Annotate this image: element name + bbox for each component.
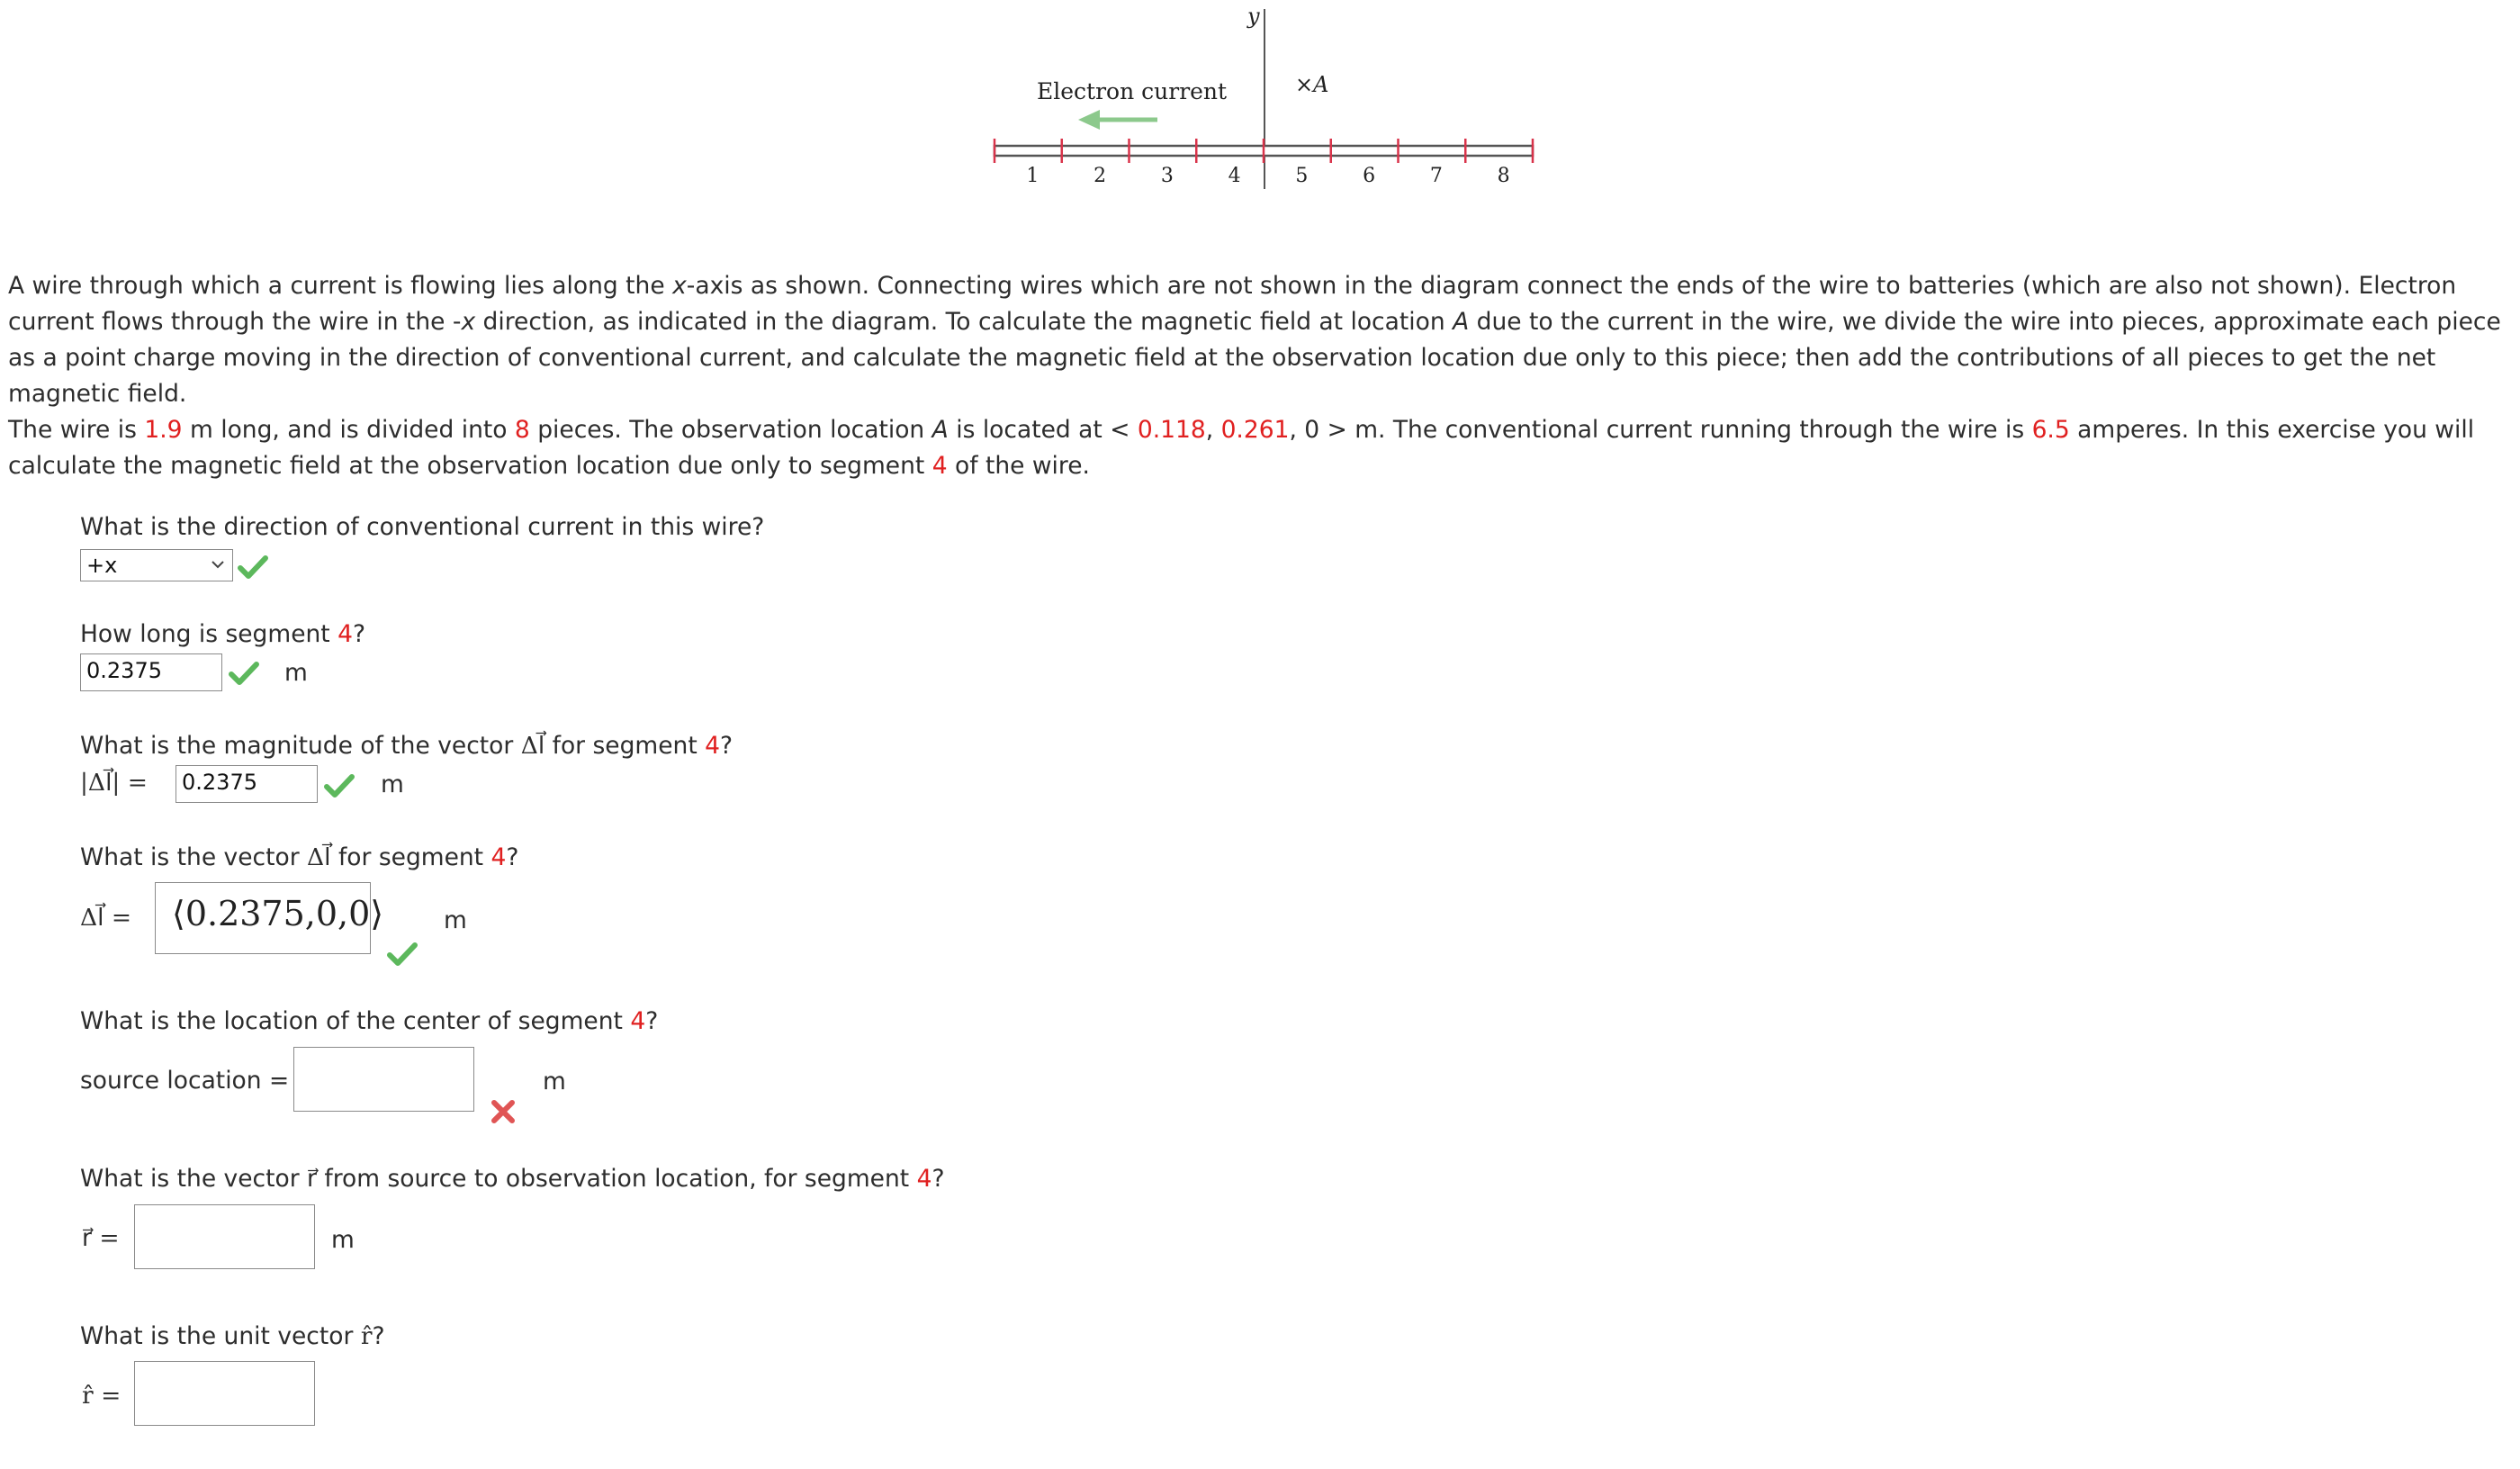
y-axis-label: y — [1247, 4, 1260, 29]
segment-number-label: 5 — [1295, 165, 1309, 187]
source-location-unit: m — [543, 1068, 566, 1095]
problem-statement — [8, 268, 2519, 484]
question-segment-center: What is the location of the center of segment 4? — [80, 1007, 659, 1035]
observation-point-label: ×A — [1295, 72, 1329, 97]
segment-number-label: 6 — [1363, 165, 1376, 187]
r-unit-vector-label: r̂ = — [82, 1382, 122, 1410]
source-location-label: source location = — [80, 1067, 290, 1095]
segment-number: 4 — [932, 452, 948, 480]
electron-current-arrow — [1078, 110, 1157, 130]
question-delta-l-vector: What is the vector Δl⃗ for segment 4? — [80, 843, 519, 871]
wire-length: 1.9 — [144, 416, 183, 444]
segment-number-label: 7 — [1429, 165, 1443, 187]
segment-number-label: 2 — [1094, 165, 1107, 187]
problem-paragraph-1: A wire through which a current is flowing lies along the x-axis as shown. Connecting wires which are not shown in the diagram connect the ends of the wire to batteries (which are also not shown). Electron current flows through the wire in the -x direction, as indicated in the diagram. To calculate the magnetic field at location A due to the current in the wire, we divide the wire into pieces, approximate each piece as a point charge moving in the direction of conventional current, and calculate the magnetic field at the observation location due only to this piece; then add the contributions of all pieces to get the net magnetic field. — [8, 272, 2501, 408]
correct-check-icon — [238, 554, 268, 580]
r-vector-input[interactable] — [134, 1204, 315, 1269]
segment-number-label: 4 — [1228, 165, 1241, 187]
delta-l-magnitude-unit: m — [381, 771, 404, 798]
segment-length-input[interactable]: 0.2375 — [80, 653, 222, 691]
problem-paragraph-2: The wire is 1.9 m long, and is divided into 8 pieces. The observation location A is located at < 0.118, 0.261, 0 > m. The conventional current running through the wire is 6.5 amperes. In this exercise you will calculate the magnetic field at the observation location due only to segment 4 of the wire. — [8, 416, 2475, 480]
observation-x: 0.118 — [1137, 416, 1206, 444]
r-vector-label: r⃗ = — [82, 1224, 120, 1252]
correct-check-icon — [324, 773, 355, 798]
r-unit-vector-input[interactable] — [134, 1361, 315, 1426]
delta-l-magnitude-input[interactable]: 0.2375 — [176, 765, 318, 803]
delta-l-magnitude-label: |Δl⃗| = — [80, 769, 148, 797]
segment-number-label: 8 — [1497, 165, 1510, 187]
wire-diagram — [981, 0, 1557, 198]
source-location-input[interactable] — [293, 1047, 474, 1112]
segment-labels — [1026, 165, 1509, 187]
segment-length-unit: m — [284, 659, 308, 687]
question-delta-l-magnitude: What is the magnitude of the vector Δl⃗ for segment 4? — [80, 732, 734, 760]
current-direction-select[interactable]: +x — [80, 549, 233, 581]
r-vector-unit: m — [331, 1226, 355, 1254]
delta-l-vector-unit: m — [444, 906, 467, 934]
observation-y: 0.261 — [1220, 416, 1290, 444]
correct-check-icon — [229, 661, 259, 686]
question-r-vector: What is the vector r⃗ from source to observation location, for segment 4? — [80, 1165, 945, 1193]
segment-number-label: 3 — [1160, 165, 1174, 187]
chevron-down-icon — [209, 555, 227, 573]
current-value: 6.5 — [2031, 416, 2070, 444]
electron-current-label: Electron current — [1037, 78, 1228, 104]
correct-check-icon — [387, 942, 418, 967]
question-current-direction: What is the direction of conventional current in this wire? — [80, 513, 765, 541]
incorrect-cross-icon — [490, 1098, 517, 1125]
question-r-unit-vector: What is the unit vector r̂? — [80, 1322, 385, 1350]
delta-l-vector-label: Δl⃗ = — [80, 904, 132, 932]
question-segment-length: How long is segment 4? — [80, 620, 366, 648]
segment-number-label: 1 — [1026, 165, 1040, 187]
delta-l-vector-input[interactable]: ⟨0.2375,0,0⟩ — [155, 882, 371, 954]
piece-count: 8 — [514, 416, 530, 444]
